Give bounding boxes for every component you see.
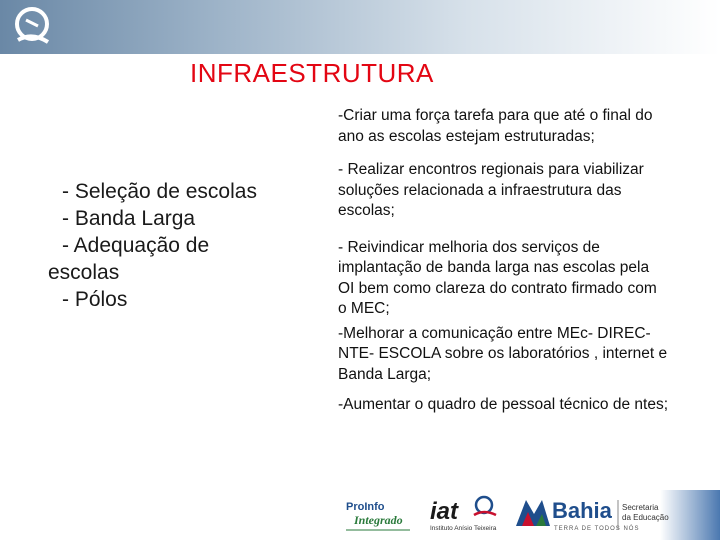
proinfo-line1: ProInfo: [346, 501, 385, 513]
iat-main: iat: [430, 498, 459, 525]
bahia-secretaria-1: Secretaria: [622, 503, 659, 512]
proinfo-logo: [344, 496, 414, 536]
top-banner: [0, 0, 720, 54]
list-item: - Pólos: [62, 288, 128, 311]
bottom-banner: [660, 490, 720, 540]
bahia-secretaria-2: da Educação: [622, 513, 669, 522]
list-item: escolas: [48, 261, 120, 284]
list-item: - Seleção de escolas: [62, 180, 257, 203]
action-list: [338, 106, 668, 416]
iat-sub: Instituto Anísio Teixeira: [430, 525, 497, 532]
action-item: -Criar uma força tarefa para que até o final do ano as escolas estejam estruturadas;: [338, 107, 653, 145]
circle-logo-icon: [8, 2, 56, 50]
bahia-main: Bahia: [552, 498, 612, 523]
list-item: - Adequação de: [62, 234, 210, 257]
bahia-logo: [514, 492, 669, 536]
proinfo-line2: Integrado: [354, 513, 403, 527]
list-item: - Banda Larga: [62, 207, 196, 230]
bahia-tagline: TERRA DE TODOS NÓS: [554, 526, 640, 532]
page-title: INFRAESTRUTURA: [190, 58, 434, 88]
action-item: -Aumentar o quadro de pessoal técnico de ntes;: [338, 396, 669, 413]
iat-logo: [428, 493, 500, 533]
action-item: - Reivindicar melhoria dos serviços de implantação de banda larga nas escolas pela OI bem como clareza do contrato firmado com o MEC;: [338, 238, 657, 317]
topic-list: [48, 178, 308, 313]
action-item: -Melhorar a comunicação entre MEc- DIREC- NTE- ESCOLA sobre os laboratórios , internet e Banda Larga;: [338, 324, 668, 383]
action-item: - Realizar encontros regionais para viabilizar soluções relacionada a infraestrutura das escolas;: [338, 161, 644, 219]
